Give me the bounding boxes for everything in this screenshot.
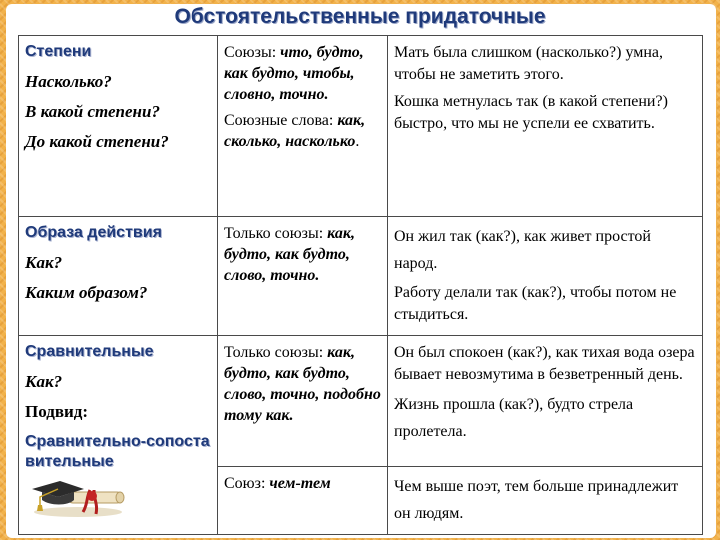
examples-cell bbox=[388, 36, 703, 217]
unions-label: Союзы: bbox=[224, 44, 281, 61]
example-sentence: Работу делали так (как?), чтобы потом не стыдиться. bbox=[394, 284, 677, 324]
example-sentence: Мать была слишком (насколько?) умна, чтобы не заметить этого. bbox=[394, 44, 664, 83]
section-title-degree: Степени bbox=[25, 43, 92, 60]
union-words-list: как, сколько, насколько bbox=[224, 112, 366, 150]
example-sentence: Чем выше поэт, тем больше принадлежит он людям. bbox=[394, 477, 679, 522]
example-sentence: Кошка метнулась так (в какой степени?) быстро, что мы не успели ее схватить. bbox=[394, 93, 668, 132]
table-row bbox=[19, 217, 703, 335]
question: Как? bbox=[25, 371, 63, 391]
connectors-cell bbox=[218, 466, 388, 534]
unions-text bbox=[224, 223, 381, 286]
unions-list: как, будто, как будто, слово, точно, подобно тому как. bbox=[224, 343, 381, 424]
unions-label: Только союзы: bbox=[224, 343, 328, 361]
unions-text bbox=[224, 473, 381, 494]
union-words-period: . bbox=[355, 133, 360, 150]
connectors-cell bbox=[218, 36, 388, 217]
unions-list: чем-тем bbox=[269, 474, 331, 492]
unions-text bbox=[224, 342, 381, 426]
unions-label: Только союзы: bbox=[224, 225, 328, 243]
examples-cell bbox=[388, 335, 703, 466]
clauses-table bbox=[18, 35, 703, 535]
example-sentence: Он жил так (как?), как живет простой народ. bbox=[394, 228, 651, 273]
unions-list: как, будто, как будто, слово, точно. bbox=[224, 225, 355, 285]
question: Насколько? bbox=[25, 72, 112, 91]
type-cell bbox=[19, 36, 218, 217]
examples-cell bbox=[388, 466, 703, 534]
table-row bbox=[19, 335, 703, 466]
question: Как? bbox=[25, 253, 63, 273]
connectors-cell bbox=[218, 335, 388, 466]
connectors-cell bbox=[218, 217, 388, 335]
example-sentence: Жизнь прошла (как?), будто стрела пролетела. bbox=[394, 395, 634, 440]
subtype-label: Подвид: bbox=[25, 401, 89, 421]
table-row bbox=[19, 36, 703, 217]
section-title-manner: Образа действия bbox=[25, 224, 162, 242]
graduation-cap-diploma-icon bbox=[28, 468, 128, 518]
unions-list: что, будто, как будто, чтобы, словно, точно. bbox=[224, 44, 364, 103]
examples-cell bbox=[388, 217, 703, 335]
type-cell bbox=[19, 217, 218, 335]
unions-label: Союз: bbox=[224, 474, 270, 492]
question: До какой степени? bbox=[25, 132, 169, 151]
section-title-comparative-compositional: Сравнительно-сопоставительные bbox=[25, 432, 210, 470]
page-title: Обстоятельственные придаточные bbox=[174, 5, 546, 28]
question: В какой степени? bbox=[25, 102, 160, 121]
example-sentence: Он был спокоен (как?), как тихая вода озера бывает невозмутима в безветренный день. bbox=[394, 343, 695, 383]
union-words-label: Союзные слова: bbox=[224, 112, 338, 129]
section-title-comparative: Сравнительные bbox=[25, 342, 154, 360]
union-words-text bbox=[224, 110, 381, 152]
unions-text bbox=[224, 42, 381, 105]
question: Каким образом? bbox=[25, 283, 148, 303]
